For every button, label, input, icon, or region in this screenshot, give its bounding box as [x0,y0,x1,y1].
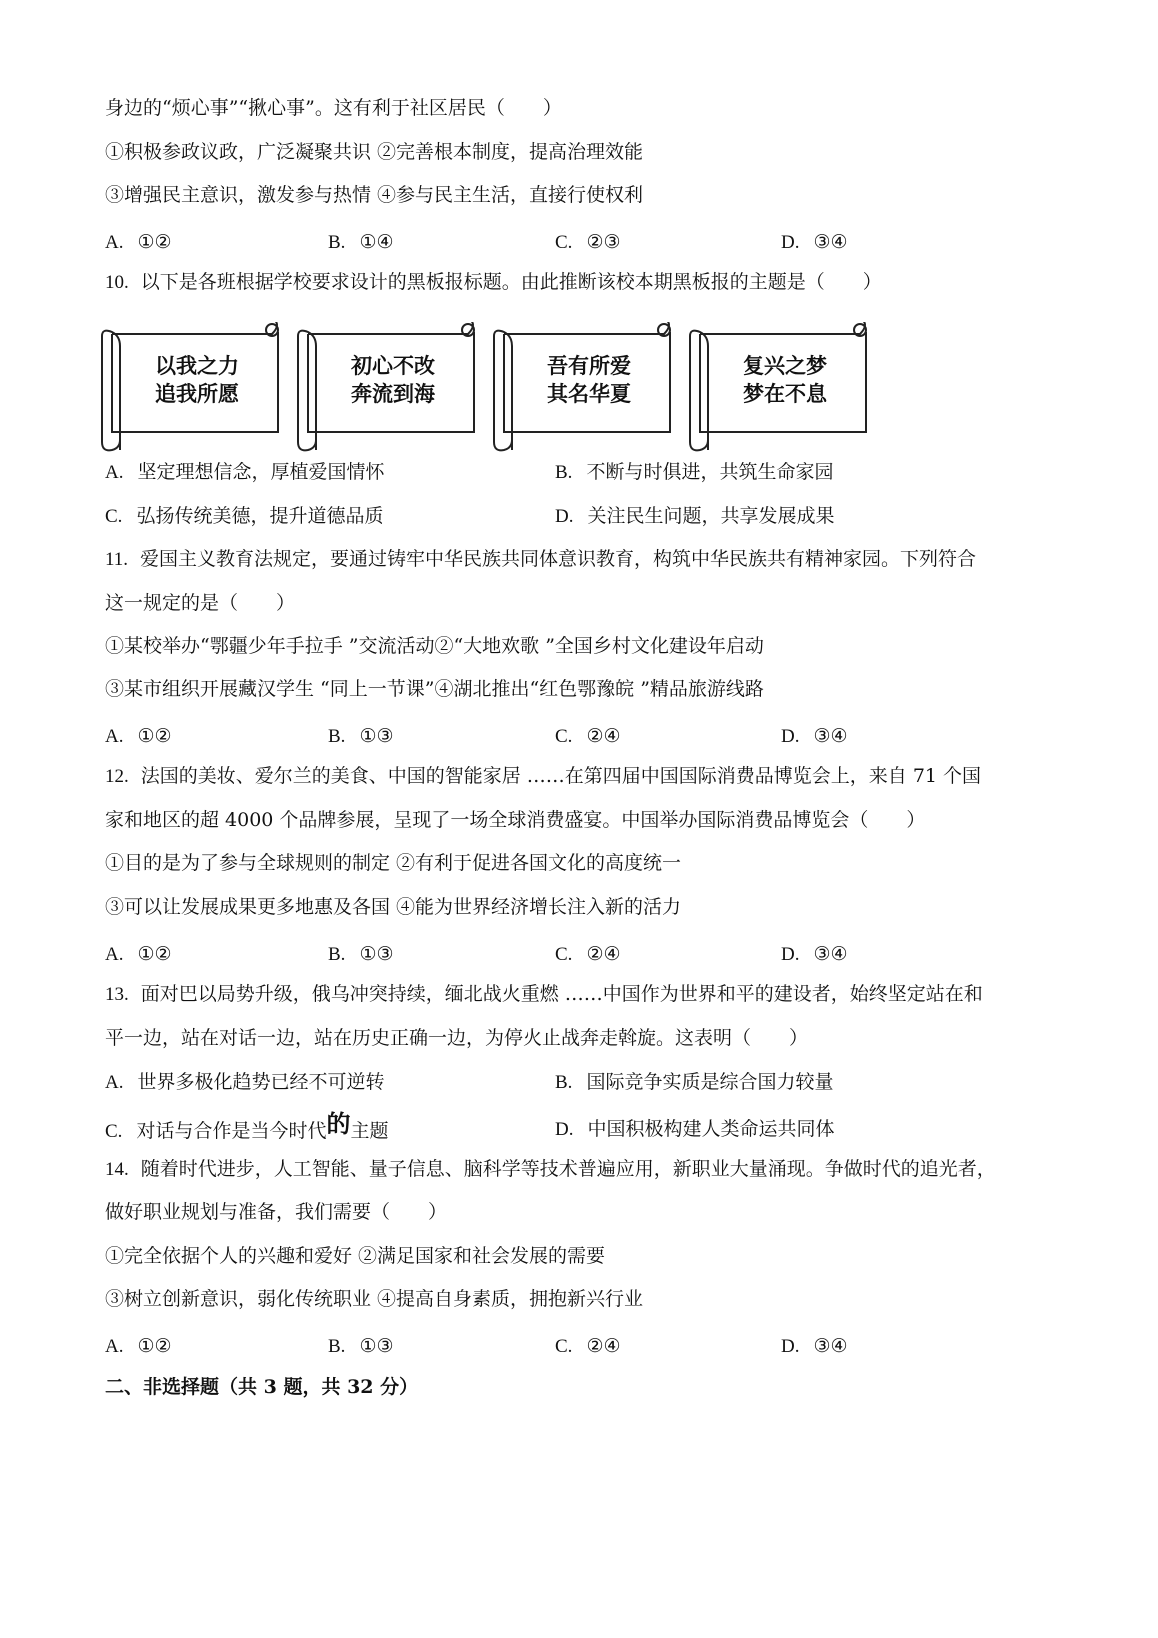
q13-option-d[interactable] [555,1117,835,1142]
option-text: ②③ [586,231,621,253]
option-text: ③④ [813,1335,848,1357]
option-letter: B. [328,232,346,253]
section-heading: 二、非选择题（共 3 题，共 32 分） [105,1376,419,1398]
q11-option-a[interactable] [105,724,172,749]
q9-option-a[interactable] [105,230,172,255]
option-letter: A. [105,462,124,483]
scroll-banner-1 [100,322,285,452]
scroll-line-1: 以我之力 [155,354,239,378]
option-text: 关注民生问题，共享发展成果 [587,505,835,527]
scroll-banner-text [122,352,272,408]
option-text: ①③ [359,1335,394,1357]
option-text: ①② [137,1335,172,1357]
scroll-banner-text [710,352,860,408]
q11-statement-2: ③某市组织开展藏汉学生 “同上一节课”④湖北推出“红色鄂豫皖 ”精品旅游线路 [105,678,764,700]
option-letter: A. [105,1072,124,1093]
option-text: 世界多极化趋势已经不可逆转 [137,1071,385,1093]
q9-option-c[interactable] [555,230,621,255]
q10-option-d[interactable] [555,504,835,529]
q9-stem-line: 身边的“烦心事”“揪心事”。这有利于社区居民（ ） [105,97,562,119]
q14-statement-1: ①完全依据个人的兴趣和爱好 ②满足国家和社会发展的需要 [105,1245,606,1267]
q14-option-c[interactable] [555,1334,621,1359]
option-letter: C. [555,944,573,965]
question-number: 13. [105,984,129,1005]
q12-option-c[interactable] [555,942,621,967]
option-text: ③④ [813,725,848,747]
q11-statement-1: ①某校举办“鄂疆少年手拉手 ”交流活动②“大地欢歌 ”全国乡村文化建设年启动 [105,635,764,657]
option-letter: C. [555,232,573,253]
q12-stem-line-2: 家和地区的超 4000 个品牌参展，呈现了一场全球消费盛宴。中国举办国际消费品博览会（ ） [105,809,926,831]
scroll-banner-4 [688,322,873,452]
question-text: 面对巴以局势升级，俄乌冲突持续，缅北战火重燃 ……中国作为世界和平的建设者，始终坚定站在和 [140,983,983,1005]
question-text: 随着时代进步，人工智能、量子信息、脑科学等技术普遍应用，新职业大量涌现。争做时代的追光者， [140,1158,996,1180]
q11-stem-line-2: 这一规定的是（ ） [105,592,296,614]
scroll-line-1: 吾有所爱 [547,354,631,378]
option-letter: B. [328,1336,346,1357]
scroll-banner-3 [492,322,677,452]
option-letter: D. [781,232,800,253]
option-text: ②④ [586,943,621,965]
scroll-banner-text [318,352,468,408]
q11-stem-line-1 [105,547,976,572]
option-text: ③④ [813,943,848,965]
scroll-line-2: 奔流到海 [351,382,435,406]
option-text: 中国积极构建人类命运共同体 [587,1118,835,1140]
q13-option-b[interactable] [555,1070,833,1095]
question-text: 爱国主义教育法规定，要通过铸牢中华民族共同体意识教育，构筑中华民族共有精神家园。下列符合 [140,548,977,570]
option-letter: C. [555,1336,573,1357]
q14-stem-line-1 [105,1157,996,1182]
option-text: ①④ [359,231,394,253]
option-text: ①② [137,725,172,747]
option-letter: B. [555,462,573,483]
scroll-banner-2 [296,322,481,452]
option-text-part-1: 对话与合作是当今时代 [136,1120,327,1142]
option-letter: B. [555,1072,573,1093]
q14-option-a[interactable] [105,1334,172,1359]
option-text: ③④ [813,231,848,253]
option-text: ②④ [586,725,621,747]
question-text: 法国的美妆、爱尔兰的美食、中国的智能家居 ……在第四届中国国际消费品博览会上，来自 71 个国 [140,765,982,787]
q14-option-d[interactable] [781,1334,848,1359]
q9-option-d[interactable] [781,230,848,255]
option-text: ①② [137,231,172,253]
option-letter: A. [105,944,124,965]
scroll-line-1: 复兴之梦 [743,354,827,378]
q10-stem [105,270,882,295]
option-letter: A. [105,726,124,747]
option-text-enlarged-char: 的 [326,1109,351,1138]
option-letter: D. [781,944,800,965]
option-letter: B. [328,944,346,965]
q10-option-a[interactable] [105,460,385,485]
q11-option-c[interactable] [555,724,621,749]
option-text-part-2: 主题 [350,1120,389,1142]
option-text: ①② [137,943,172,965]
q9-statement-2: ③增强民主意识，激发参与热情 ④参与民主生活，直接行使权利 [105,184,644,206]
q14-option-b[interactable] [328,1334,394,1359]
question-text: 以下是各班根据学校要求设计的黑板报标题。由此推断该校本期黑板报的主题是（ ） [140,271,882,293]
q14-stem-line-2: 做好职业规划与准备，我们需要（ ） [105,1201,448,1223]
option-letter: D. [781,1336,800,1357]
q11-option-b[interactable] [328,724,394,749]
q13-stem-line-1 [105,982,983,1007]
option-text: 坚定理想信念，厚植爱国情怀 [137,461,385,483]
option-text: ①③ [359,725,394,747]
q10-option-b[interactable] [555,460,833,485]
q12-statement-2: ③可以让发展成果更多地惠及各国 ④能为世界经济增长注入新的活力 [105,896,682,918]
option-letter: A. [105,232,124,253]
option-letter: D. [555,1119,574,1140]
scroll-line-2: 其名华夏 [547,382,631,406]
q13-stem-line-2: 平一边，站在对话一边，站在历史正确一边，为停火止战奔走斡旋。这表明（ ） [105,1027,809,1049]
scroll-banner-text [514,352,664,408]
option-letter: D. [555,506,574,527]
scroll-line-2: 追我所愿 [155,382,239,406]
option-text: ①③ [359,943,394,965]
q13-option-c[interactable] [105,1109,389,1144]
option-letter: D. [781,726,800,747]
option-letter: C. [105,1121,123,1142]
option-letter: C. [555,726,573,747]
q11-option-d[interactable] [781,724,848,749]
option-letter: A. [105,1336,124,1357]
q12-option-d[interactable] [781,942,848,967]
option-text: 弘扬传统美德，提升道德品质 [136,505,384,527]
scroll-line-1: 初心不改 [351,354,435,378]
question-number: 10. [105,272,129,293]
option-letter: B. [328,726,346,747]
q13-option-a[interactable] [105,1070,385,1095]
q12-option-b[interactable] [328,942,394,967]
option-text: 不断与时俱进，共筑生命家园 [586,461,834,483]
option-text: ②④ [586,1335,621,1357]
q9-statement-1: ①积极参政议政，广泛凝聚共识 ②完善根本制度，提高治理效能 [105,141,644,163]
question-number: 14. [105,1159,129,1180]
scroll-line-2: 梦在不息 [743,382,827,406]
q9-option-b[interactable] [328,230,394,255]
q12-stem-line-1 [105,764,981,789]
q14-statement-2: ③树立创新意识，弱化传统职业 ④提高自身素质，拥抱新兴行业 [105,1288,644,1310]
q12-statement-1: ①目的是为了参与全球规则的制定 ②有利于促进各国文化的高度统一 [105,852,682,874]
q10-option-c[interactable] [105,504,383,529]
question-number: 11. [105,549,129,570]
q12-option-a[interactable] [105,942,172,967]
option-letter: C. [105,506,123,527]
question-number: 12. [105,766,129,787]
option-text: 国际竞争实质是综合国力较量 [586,1071,834,1093]
